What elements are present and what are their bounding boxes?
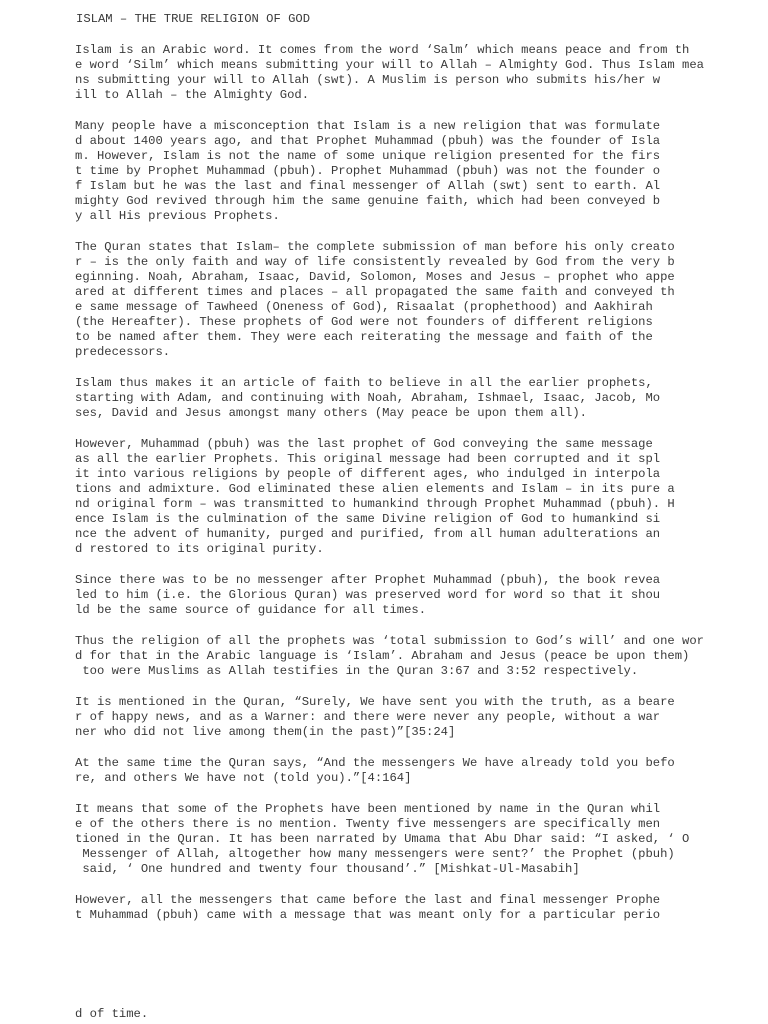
text-line: d for that in the Arabic language is ‘Islam’. Abraham and Jesus (peace be upon them) xyxy=(75,649,690,663)
paragraph xyxy=(75,43,715,103)
text-line: tions and admixture. God eliminated these alien elements and Islam – in its pure a xyxy=(75,482,675,496)
paragraph xyxy=(75,437,715,557)
text-line: However, all the messengers that came before the last and final messenger Prophe xyxy=(75,893,661,907)
text-line: said, ‘ One hundred and twenty four thousand’.” [Mishkat-Ul-Masabih] xyxy=(75,862,580,876)
text-line: Thus the religion of all the prophets was ‘total submission to God’s will’ and one wor xyxy=(75,634,704,648)
text-line: Messenger of Allah, altogether how many messengers were sent?’ the Prophet (pbuh) xyxy=(75,847,675,861)
text-line: e word ‘Silm’ which means submitting your will to Allah – Almighty God. Thus Islam mea xyxy=(75,58,704,72)
text-line: ence Islam is the culmination of the same Divine religion of God to humankind si xyxy=(75,512,661,526)
page-tail-text: d of time. xyxy=(75,1007,149,1021)
paragraph xyxy=(75,240,715,360)
text-line: Many people have a misconception that Islam is a new religion that was formulate xyxy=(75,119,661,133)
text-line: (the Hereafter). These prophets of God were not founders of different religions xyxy=(75,315,653,329)
paragraph xyxy=(75,893,715,923)
text-line: nd original form – was transmitted to humankind through Prophet Muhammad (pbuh). H xyxy=(75,497,675,511)
text-line: y all His previous Prophets. xyxy=(75,209,280,223)
text-line: nce the advent of humanity, purged and purified, from all human adulterations an xyxy=(75,527,661,541)
text-line: Islam is an Arabic word. It comes from the word ‘Salm’ which means peace and from th xyxy=(75,43,690,57)
paragraph xyxy=(75,695,715,740)
text-line: d restored to its original purity. xyxy=(75,542,324,556)
document-title: ISLAM – THE TRUE RELIGION OF GOD xyxy=(76,12,311,26)
text-line: r – is the only faith and way of life consistently revealed by God from the very b xyxy=(75,255,675,269)
text-line: predecessors. xyxy=(75,345,171,359)
text-line: ill to Allah – the Almighty God. xyxy=(75,88,310,102)
text-line: starting with Adam, and continuing with Noah, Abraham, Ishmael, Isaac, Jacob, Mo xyxy=(75,391,661,405)
text-line: tioned in the Quran. It has been narrated by Umama that Abu Dhar said: “I asked, ‘ O xyxy=(75,832,690,846)
text-line: t Muhammad (pbuh) came with a message that was meant only for a particular perio xyxy=(75,908,661,922)
text-line: e same message of Tawheed (Oneness of God), Risaalat (prophethood) and Aakhirah xyxy=(75,300,653,314)
text-line: it into various religions by people of different ages, who indulged in interpola xyxy=(75,467,661,481)
text-line: At the same time the Quran says, “And the messengers We have already told you befo xyxy=(75,756,675,770)
text-line: ared at different times and places – all propagated the same faith and conveyed th xyxy=(75,285,675,299)
text-line: ld be the same source of guidance for all times. xyxy=(75,603,427,617)
document-body xyxy=(75,43,715,939)
text-line: re, and others We have not (told you).”[4:164] xyxy=(75,771,412,785)
text-line: eginning. Noah, Abraham, Isaac, David, Solomon, Moses and Jesus – prophet who appe xyxy=(75,270,675,284)
text-line: as all the earlier Prophets. This original message had been corrupted and it spl xyxy=(75,452,661,466)
paragraph xyxy=(75,634,715,679)
text-line: t time by Prophet Muhammad (pbuh). Prophet Muhammad (pbuh) was not the founder o xyxy=(75,164,661,178)
text-line: too were Muslims as Allah testifies in the Quran 3:67 and 3:52 respectively. xyxy=(75,664,639,678)
paragraph xyxy=(75,756,715,786)
text-line: It is mentioned in the Quran, “Surely, We have sent you with the truth, as a beare xyxy=(75,695,675,709)
text-line: Since there was to be no messenger after Prophet Muhammad (pbuh), the book revea xyxy=(75,573,661,587)
text-line: mighty God revived through him the same genuine faith, which had been conveyed b xyxy=(75,194,661,208)
text-line: However, Muhammad (pbuh) was the last prophet of God conveying the same message xyxy=(75,437,653,451)
text-line: r of happy news, and as a Warner: and there were never any people, without a war xyxy=(75,710,661,724)
paragraph xyxy=(75,119,715,224)
text-line: ns submitting your will to Allah (swt). A Muslim is person who submits his/her w xyxy=(75,73,661,87)
text-line: The Quran states that Islam– the complete submission of man before his only creato xyxy=(75,240,675,254)
text-line: to be named after them. They were each reiterating the message and faith of the xyxy=(75,330,653,344)
text-line: ses, David and Jesus amongst many others (May peace be upon them all). xyxy=(75,406,587,420)
text-line: led to him (i.e. the Glorious Quran) was preserved word for word so that it shou xyxy=(75,588,661,602)
paragraph xyxy=(75,376,715,421)
paragraph xyxy=(75,802,715,877)
text-line: f Islam but he was the last and final messenger of Allah (swt) sent to earth. Al xyxy=(75,179,661,193)
text-line: d about 1400 years ago, and that Prophet Muhammad (pbuh) was the founder of Isla xyxy=(75,134,661,148)
text-line: ner who did not live among them(in the past)”[35:24] xyxy=(75,725,456,739)
paragraph xyxy=(75,573,715,618)
text-line: m. However, Islam is not the name of some unique religion presented for the firs xyxy=(75,149,661,163)
text-line: e of the others there is no mention. Twenty five messengers are specifically men xyxy=(75,817,661,831)
text-line: Islam thus makes it an article of faith to believe in all the earlier prophets, xyxy=(75,376,653,390)
text-line: It means that some of the Prophets have been mentioned by name in the Quran whil xyxy=(75,802,661,816)
